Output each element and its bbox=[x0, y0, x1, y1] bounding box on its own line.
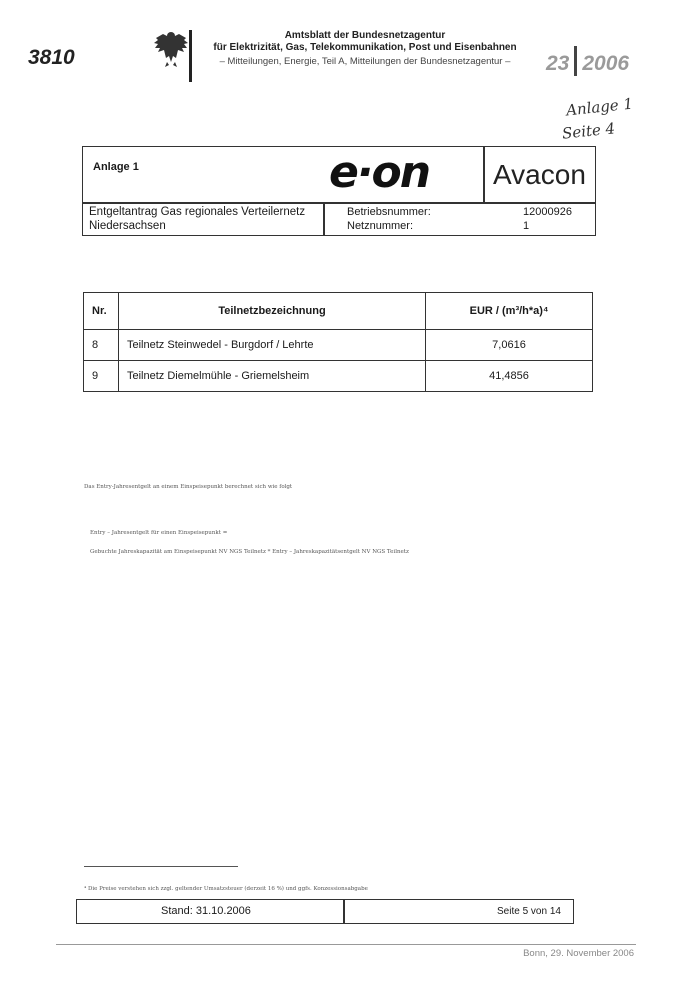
handwritten-note-line2: Seite 4 bbox=[561, 119, 616, 143]
logo-divider bbox=[483, 147, 485, 202]
entry-formula: Gebuchte Jahreskapazität am Einspeisepunkt NV NGS Teilnetz * Entry – Jahreskapazitätsentgelt NV NGS Teilnetz bbox=[90, 549, 409, 555]
cell-eur: 41,4856 bbox=[426, 361, 593, 392]
eon-logo: e·on bbox=[329, 147, 430, 198]
avacon-logo: Avacon bbox=[493, 159, 586, 190]
bottom-rule bbox=[56, 944, 636, 945]
stand-date: Stand: 31.10.2006 bbox=[161, 905, 251, 917]
number-labels: Betriebsnummer: Netznummer: bbox=[347, 206, 431, 232]
entry-formula-title: Entry – Jahresentgelt für einen Einspeisepunkt = bbox=[90, 530, 228, 536]
info-divider bbox=[323, 202, 325, 235]
cell-name: Teilnetz Diemelmühle - Griemelsheim bbox=[119, 361, 426, 392]
entry-description: Das Entry-Jahresentgelt an einem Einspeisepunkt berechnet sich wie folgt bbox=[84, 484, 293, 490]
journal-title: Amtsblatt der Bundesnetzagentur für Elektrizität, Gas, Telekommunikation, Post und Eisenbahnen bbox=[213, 30, 517, 53]
document-header-box bbox=[82, 146, 596, 236]
number-values: 12000926 1 bbox=[523, 206, 572, 232]
header-eur: EUR / (m³/h*a)⁴ bbox=[426, 293, 593, 330]
cell-eur: 7,0616 bbox=[426, 330, 593, 361]
issue-number: 23 2006 bbox=[546, 46, 629, 76]
header-name: Teilnetzbezeichnung bbox=[119, 293, 426, 330]
footer-box bbox=[76, 899, 574, 924]
cell-nr: 8 bbox=[84, 330, 119, 361]
box-divider bbox=[83, 202, 595, 204]
footnote: ⁴ Die Preise verstehen sich zzgl. geltender Umsatzsteuer (derzeit 16 %) und ggfs. Konzessionsabgabe bbox=[84, 886, 368, 892]
header-divider bbox=[189, 30, 192, 82]
page-number: 3810 bbox=[28, 46, 75, 69]
table-row bbox=[84, 361, 593, 392]
footnote-rule bbox=[84, 866, 238, 867]
table-header-row bbox=[84, 293, 593, 330]
handwritten-note-line1: Anlage 1 bbox=[565, 94, 634, 120]
footer-divider bbox=[343, 900, 345, 923]
page-count: Seite 5 von 14 bbox=[497, 906, 561, 917]
federal-eagle-icon bbox=[152, 28, 190, 68]
entgelt-title: Entgeltantrag Gas regionales Verteilernetz Niedersachsen bbox=[89, 206, 306, 232]
cell-nr: 9 bbox=[84, 361, 119, 392]
cell-name: Teilnetz Steinwedel - Burgdorf / Lehrte bbox=[119, 330, 426, 361]
anlage-label: Anlage 1 bbox=[93, 161, 139, 173]
place-date: Bonn, 29. November 2006 bbox=[523, 948, 634, 959]
tariff-table bbox=[83, 292, 593, 392]
header-nr: Nr. bbox=[84, 293, 119, 330]
table-row bbox=[84, 330, 593, 361]
journal-subtitle: – Mitteilungen, Energie, Teil A, Mitteilungen der Bundesnetzagentur – bbox=[219, 56, 511, 67]
